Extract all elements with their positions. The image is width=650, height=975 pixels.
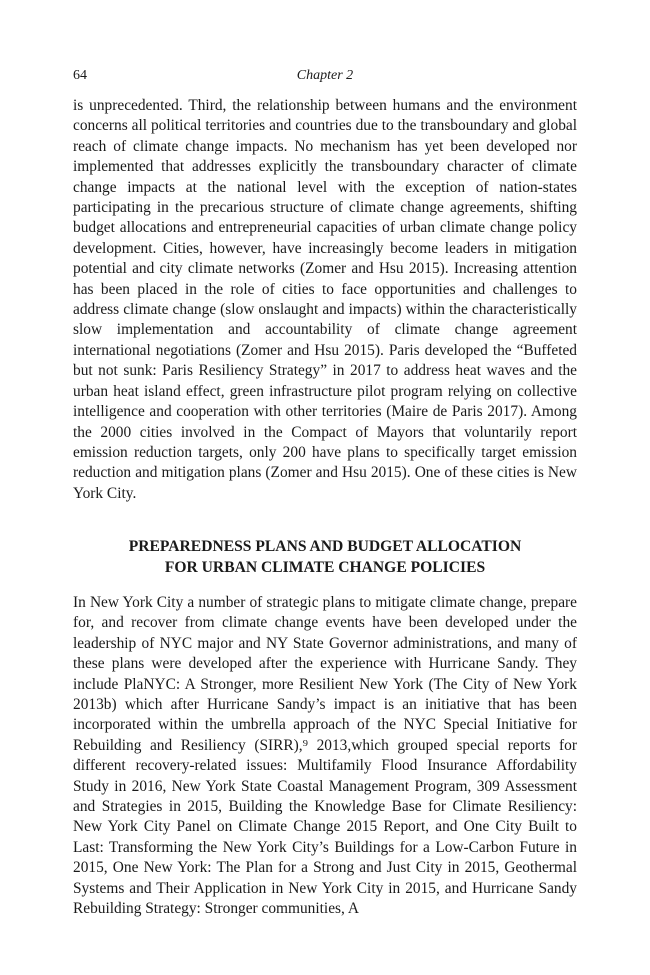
body-paragraph-2: In New York City a number of strategic plans to mitigate climate change, prepare for, and recover from climate change events have been developed under the leadership of NYC major and NY State Governor administrations, and many of these plans were developed after the experience with Hurricane Sandy. They include PlaNYC: A Stronger, more Resilient New York (The City of New York 2013b) which after Hurricane Sandy’s impact is an initiative that has been incorporated within the umbrella approach of the NYC Special Initiative for Rebuilding and Resiliency (SIRR),⁹ 2013,which grouped special reports for different recovery-related issues: Multifamily Flood Insurance Affordability Study in 2016, New York State Coastal Management Program, 309 Assessment and Strategies in 2015, Building the Knowledge Base for Climate Resiliency: New York City Panel on Climate Change 2015 Report, and One City Built to Last: Transforming the New York City’s Buildings for a Low-Carbon Future in 2015, One New York: The Plan for a Strong and Just City in 2015, Geothermal Systems and Their Application in New York City in 2015, and Hurricane Sandy Rebuilding Strategy: Stronger communities, A (73, 594, 577, 918)
chapter-label: Chapter 2 (296, 68, 354, 83)
body-paragraph-1: is unprecedented. Third, the relationship between humans and the environment concerns all political territories and countries due to the transboundary and global reach of climate change impacts. No mechanism has yet been developed nor implemented that addresses explicitly the transboundary character of climate change impacts at the national level with the exception of nation-states participating in the precarious structure of climate change agreements, shifting budget allocations and entrepreneurial capacities of urban climate change policy development. Cities, however, have increasingly become leaders in mitigation potential and city climate networks (Zomer and Hsu 2015). Increasing attention has been placed in the role of cities to face opportunities and challenges to address climate change (slow onslaught and impacts) within the characteristically slow implementation and accountability of climate change agreement international negotiations (Zomer and Hsu 2015). Paris developed the “Buffeted but not sunk: Paris Resiliency Strategy” in 2017 to address heat waves and the urban heat island effect, green infrastructure pilot program relying on collective intelligence and cooperation with other territories (Maire de Paris 2017). Among the 2000 cities involved in the Compact of Mayors that voluntarily report emission reduction targets, only 200 have plans to specifically target emission reduction and mitigation plans (Zomer and Hsu 2015). One of these cities is New York City. (73, 97, 577, 502)
section-heading-line-1: PREPAREDNESS PLANS AND BUDGET ALLOCATION (128, 538, 522, 555)
section-heading-line-2: FOR URBAN CLIMATE CHANGE POLICIES (164, 559, 486, 576)
running-head (73, 68, 577, 88)
page-number: 64 (73, 68, 87, 83)
section-heading (73, 536, 577, 578)
